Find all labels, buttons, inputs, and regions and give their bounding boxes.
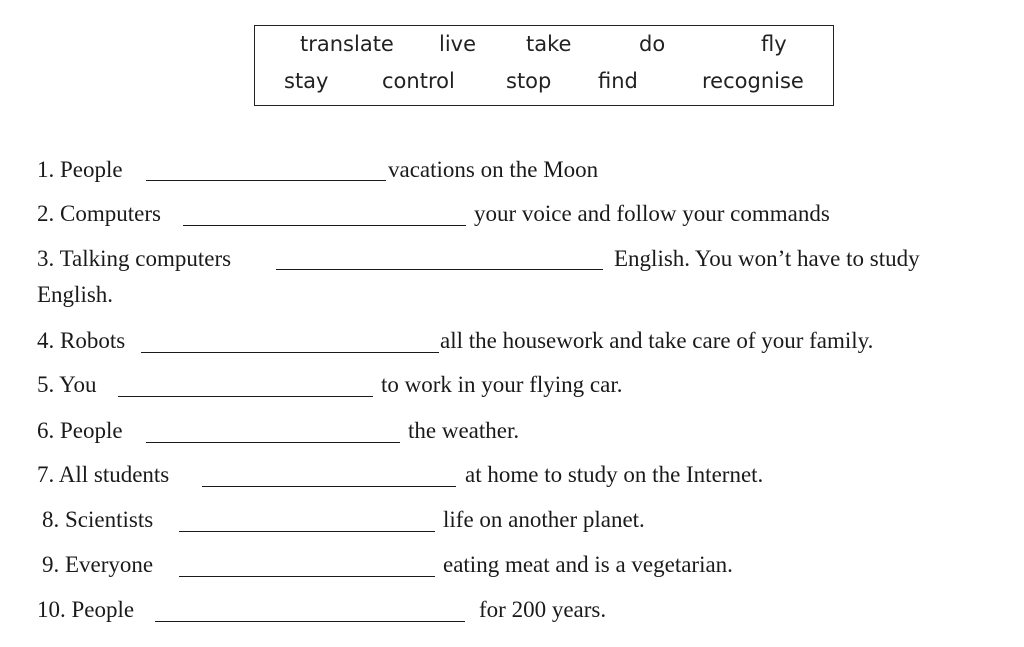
- sentence-8-suffix: life on another planet.: [443, 507, 645, 532]
- answer-blank-1[interactable]: [146, 180, 386, 181]
- sentence-7-prefix: 7. All students: [37, 462, 170, 487]
- sentence-2-suffix: your voice and follow your commands: [474, 201, 830, 226]
- word-stop: stop: [506, 69, 552, 93]
- sentence-3-continuation: English.: [37, 282, 114, 307]
- sentence-4-suffix: all the housework and take care of your family.: [440, 328, 874, 353]
- sentence-2-prefix: 2. Computers: [37, 201, 161, 226]
- word-translate: translate: [300, 32, 394, 56]
- word-stay: stay: [284, 69, 329, 93]
- answer-blank-10[interactable]: [155, 621, 465, 622]
- word-control: control: [382, 69, 455, 93]
- sentence-5-prefix: 5. You: [37, 372, 97, 397]
- sentence-9-suffix: eating meat and is a vegetarian.: [443, 552, 733, 577]
- sentence-7-suffix: at home to study on the Internet.: [465, 462, 764, 487]
- sentence-9-prefix: 9. Everyone: [42, 552, 154, 577]
- sentence-4-prefix: 4. Robots: [37, 328, 126, 353]
- answer-blank-6[interactable]: [146, 442, 400, 443]
- sentence-10-prefix: 10. People: [37, 597, 135, 622]
- sentence-6-prefix: 6. People: [37, 418, 123, 443]
- sentence-1-suffix: vacations on the Moon: [388, 157, 599, 182]
- sentence-1-prefix: 1. People: [37, 157, 123, 182]
- word-live: live: [439, 32, 477, 56]
- answer-blank-7[interactable]: [202, 486, 456, 487]
- sentence-3-prefix: 3. Talking computers: [37, 246, 232, 271]
- sentence-8-prefix: 8. Scientists: [42, 507, 154, 532]
- answer-blank-5[interactable]: [118, 396, 373, 397]
- sentence-6-suffix: the weather.: [408, 418, 520, 443]
- word-do: do: [639, 32, 666, 56]
- sentence-5-suffix: to work in your flying car.: [381, 372, 623, 397]
- word-find: find: [598, 69, 638, 93]
- answer-blank-3[interactable]: [276, 269, 603, 270]
- word-fly: fly: [761, 32, 787, 56]
- sentence-3-suffix: English. You won’t have to study: [614, 246, 920, 271]
- word-take: take: [526, 32, 572, 56]
- answer-blank-2[interactable]: [183, 225, 466, 226]
- sentence-10-suffix: for 200 years.: [479, 597, 607, 622]
- word-recognise: recognise: [702, 69, 804, 93]
- answer-blank-9[interactable]: [179, 576, 435, 577]
- answer-blank-8[interactable]: [179, 531, 435, 532]
- answer-blank-4[interactable]: [141, 352, 439, 353]
